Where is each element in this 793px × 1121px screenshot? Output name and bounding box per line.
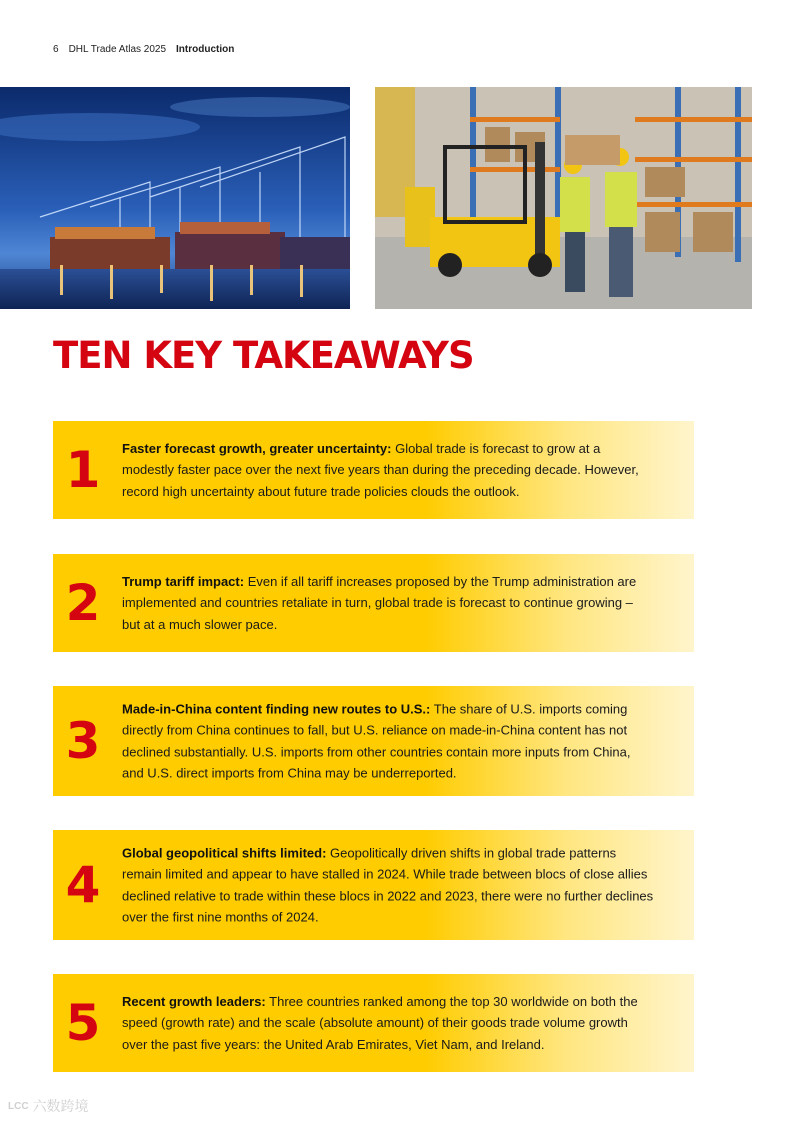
takeaway-body: Even if all tariff increases proposed by the Trump administration are implemented and countries retaliate in turn, global trade is forecast to continue growing – but at a much slower pace. [122, 574, 637, 632]
port-image [0, 87, 350, 309]
takeaway-card-2 [53, 554, 694, 652]
takeaway-text [122, 991, 654, 1055]
takeaway-card-1 [53, 421, 694, 519]
page-header [53, 44, 234, 55]
takeaway-body: The share of U.S. imports coming directly from China continues to fall, but U.S. reliance on made-in-China content has not declined substantially. U.S. imports from other countries contain more inputs from China, and U.S. direct imports from China may be underreported. [122, 701, 631, 781]
page-title: TEN KEY TAKEAWAYS [53, 334, 474, 377]
takeaway-card-4 [53, 830, 694, 940]
takeaway-heading: Made-in-China content finding new routes to U.S.: [122, 701, 431, 717]
takeaway-number: 1 [65, 441, 101, 499]
takeaway-text [122, 571, 654, 635]
takeaway-body: Geopolitically driven shifts in global trade patterns remain limited and appear to have stalled in 2024. While trade between blocs of close allies declined relative to trade within these blocs in 2022 and 2023, there were no further declines over the first nine months of 2024. [122, 845, 654, 925]
takeaway-heading: Trump tariff impact: [122, 574, 245, 590]
page-number: 6 [53, 44, 59, 55]
takeaway-number: 2 [65, 574, 101, 632]
takeaway-body: Three countries ranked among the top 30 worldwide on both the speed (growth rate) and the scale (absolute amount) of their goods trade volume growth over the past five years: the United Arab Emirates, Viet Nam, and Ireland. [122, 994, 638, 1052]
takeaway-number: 4 [65, 856, 101, 914]
publication-name: DHL Trade Atlas 2025 [68, 44, 167, 55]
watermark-text: 六数跨境 [32, 1098, 89, 1114]
takeaway-card-3 [53, 686, 694, 796]
section-name: Introduction [176, 44, 235, 55]
takeaway-text [122, 842, 654, 927]
takeaway-body: Global trade is forecast to grow at a modestly faster pace over the next five years than during the preceding decade. However, record high uncertainty about future trade policies clouds the outlook. [122, 441, 639, 499]
takeaway-card-5 [53, 974, 694, 1072]
takeaway-text [122, 438, 654, 502]
takeaway-heading: Faster forecast growth, greater uncertainty: [122, 441, 392, 457]
watermark-logo: LCC [8, 1100, 29, 1112]
takeaway-number: 5 [65, 994, 101, 1052]
takeaway-heading: Global geopolitical shifts limited: [122, 845, 327, 861]
takeaway-heading: Recent growth leaders: [122, 994, 266, 1010]
takeaway-number: 3 [65, 712, 101, 770]
watermark [8, 1096, 89, 1116]
takeaway-text [122, 698, 654, 783]
warehouse-image [375, 87, 752, 309]
